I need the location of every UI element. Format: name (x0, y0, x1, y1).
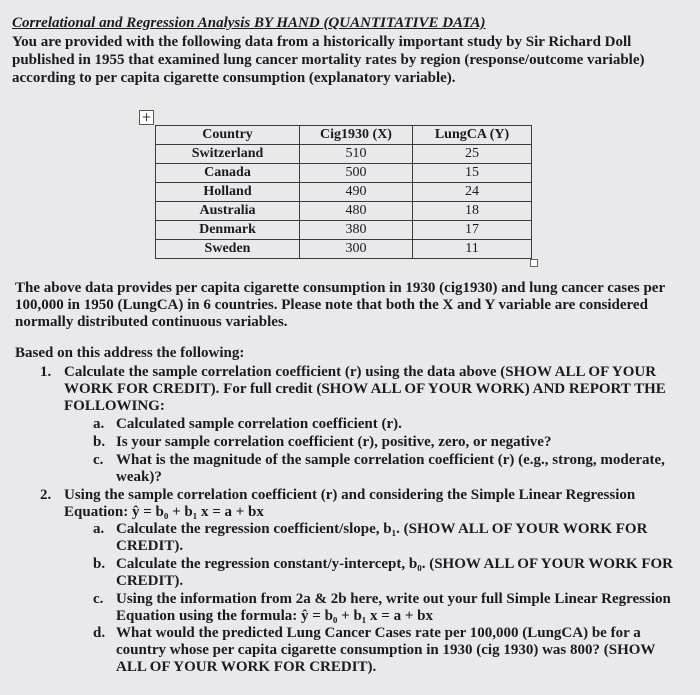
table-row (156, 164, 532, 183)
q2-number: 2. (40, 487, 52, 503)
q2c-label: c. (93, 591, 104, 607)
q2d-line: ALL OF YOUR WORK FOR CREDIT). (116, 659, 377, 675)
q2-text (64, 487, 684, 521)
q1c-label: c. (93, 452, 104, 468)
cell-country: Australia (156, 202, 300, 221)
q2b-label: b. (93, 556, 106, 572)
table-add-icon[interactable]: + (139, 110, 154, 125)
cell-country: Switzerland (156, 145, 300, 164)
header-country: Country (156, 126, 300, 145)
q1-text (64, 364, 684, 415)
q1c-text (116, 452, 686, 486)
table-resize-handle[interactable] (530, 259, 538, 267)
cell-cig: 490 (300, 183, 413, 202)
header-lungca: LungCA (Y) (413, 126, 532, 145)
q2a-line: Calculate the regression coefficient/slope, b₁. (SHOW ALL OF YOUR WORK FOR (116, 521, 648, 537)
cell-country: Sweden (156, 240, 300, 259)
q1-line: WORK FOR CREDIT). For full credit (SHOW ALL OF YOUR WORK) AND REPORT THE (64, 381, 666, 397)
q2b-line: CREDIT). (116, 573, 184, 589)
cell-lungca: 24 (413, 183, 532, 202)
data-table (155, 125, 532, 259)
cell-cig: 300 (300, 240, 413, 259)
cell-lungca: 15 (413, 164, 532, 183)
instructions-heading: Based on this address the following: (15, 345, 245, 361)
table-row (156, 221, 532, 240)
cell-lungca: 11 (413, 240, 532, 259)
q2d-line: What would the predicted Lung Cancer Cases rate per 100,000 (LungCA) be for a (116, 625, 641, 641)
table-row (156, 145, 532, 164)
cell-cig: 500 (300, 164, 413, 183)
q2d-text (116, 625, 686, 676)
table-row (156, 183, 532, 202)
q2c-text (116, 591, 686, 625)
cell-cig: 510 (300, 145, 413, 164)
document-title: Correlational and Regression Analysis BY HAND (QUANTITATIVE DATA) (12, 15, 486, 31)
q2-line: Equation: ŷ = b₀ + b₁ x = a + bx (64, 504, 264, 520)
cell-cig: 380 (300, 221, 413, 240)
paragraph-line: The above data provides per capita cigarette consumption in 1930 (cig1930) and lung cancer cases per (15, 280, 666, 296)
cell-country: Denmark (156, 221, 300, 240)
q2-line: Using the sample correlation coefficient (r) and considering the Simple Linear Regression (64, 487, 636, 503)
q1-number: 1. (40, 364, 52, 380)
q2d-line: country whose per capita cigarette consumption in 1930 (cig 1930) was 800? (SHOW (116, 642, 656, 658)
table-row (156, 202, 532, 221)
header-cig1930: Cig1930 (X) (300, 126, 413, 145)
q2a-text (116, 521, 686, 555)
q2c-line: Equation using the formula: ŷ = b₀ + b₁ x = a + bx (116, 608, 433, 624)
paragraph-line: 100,000 in 1950 (LungCA) in 6 countries. Please note that both the X and Y variable are considered (15, 297, 648, 313)
q1a-label: a. (93, 416, 105, 432)
q2b-text (116, 556, 686, 590)
q2c-line: Using the information from 2a & 2b here, write out your full Simple Linear Regression (116, 591, 671, 607)
q2b-line: Calculate the regression constant/y-intercept, b₀. (SHOW ALL OF YOUR WORK FOR (116, 556, 673, 572)
q2a-line: CREDIT). (116, 538, 184, 554)
data-description-paragraph (15, 280, 685, 331)
q1c-line: weak)? (116, 469, 162, 485)
table-header-row (156, 126, 532, 145)
q1-line: FOLLOWING: (64, 398, 165, 414)
cell-country: Holland (156, 183, 300, 202)
cell-country: Canada (156, 164, 300, 183)
paragraph-line: normally distributed continuous variables. (15, 314, 288, 330)
cell-lungca: 17 (413, 221, 532, 240)
intro-paragraph: You are provided with the following data from a historically important study by Sir Richard Doll published in 1955 that examined lung cancer mortality rates by region (response/outcome variable) according to per capita cigarette consumption (explanatory variable). (12, 34, 645, 86)
cell-lungca: 18 (413, 202, 532, 221)
cell-lungca: 25 (413, 145, 532, 164)
q1c-line: What is the magnitude of the sample correlation coefficient (r) (e.g., strong, moderate, (116, 452, 665, 468)
q2d-label: d. (93, 625, 106, 641)
cell-cig: 480 (300, 202, 413, 221)
q2a-label: a. (93, 521, 105, 537)
q1b-text: Is your sample correlation coefficient (r), positive, zero, or negative? (116, 434, 552, 450)
q1-line: Calculate the sample correlation coefficient (r) using the data above (SHOW ALL OF YOUR (64, 364, 657, 380)
q1a-text: Calculated sample correlation coefficient (r). (116, 416, 402, 432)
table-row (156, 240, 532, 259)
q1b-label: b. (93, 434, 106, 450)
